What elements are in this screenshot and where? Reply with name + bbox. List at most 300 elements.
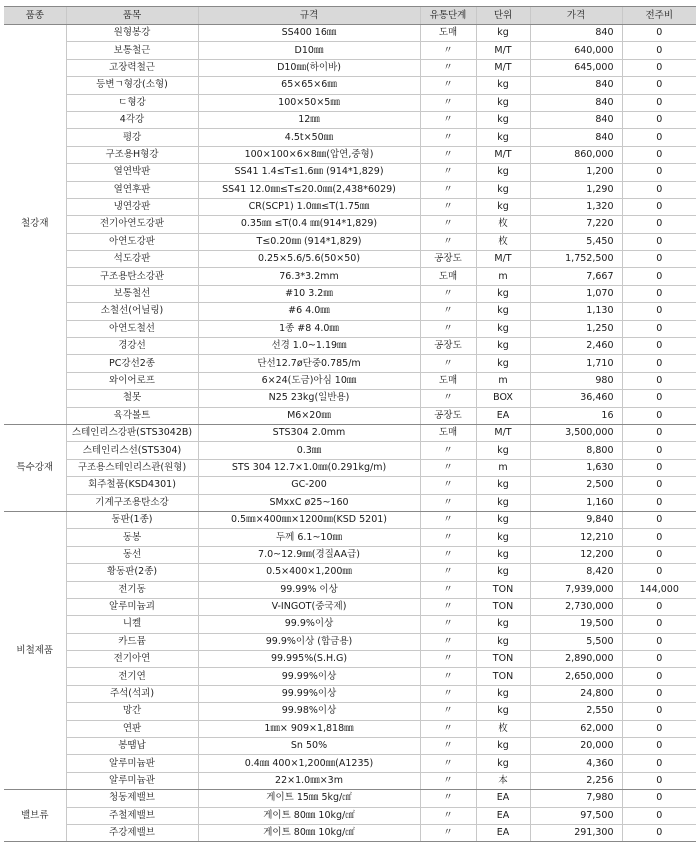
distribution-stage-cell: 〃: [420, 703, 476, 720]
weekly-change-cell: 0: [622, 564, 696, 581]
weekly-change-cell: 0: [622, 181, 696, 198]
distribution-stage-cell: 〃: [420, 303, 476, 320]
distribution-stage-cell: 〃: [420, 633, 476, 650]
spec-cell: 99.98%이상: [198, 703, 420, 720]
distribution-stage-cell: 〃: [420, 355, 476, 372]
item-name-cell: 구조용탄소강관: [66, 268, 198, 285]
spec-cell: 7.0~12.9㎜(경질AA급): [198, 546, 420, 563]
unit-cell: kg: [476, 633, 530, 650]
distribution-stage-cell: 〃: [420, 790, 476, 807]
weekly-change-cell: 0: [622, 651, 696, 668]
spec-cell: 0.25×5.6/5.6(50×50): [198, 251, 420, 268]
table-row: [4, 268, 696, 285]
spec-cell: 99.99%이상: [198, 685, 420, 702]
unit-cell: 枚: [476, 233, 530, 250]
distribution-stage-cell: 〃: [420, 459, 476, 476]
table-row: [4, 251, 696, 268]
item-name-cell: 아연도철선: [66, 320, 198, 337]
weekly-change-cell: 0: [622, 407, 696, 424]
price-table: [4, 6, 696, 842]
price-cell: 12,210: [530, 529, 622, 546]
distribution-stage-cell: 도매: [420, 25, 476, 42]
spec-cell: 12㎜: [198, 111, 420, 128]
distribution-stage-cell: 〃: [420, 42, 476, 59]
spec-cell: 76.3*3.2mm: [198, 268, 420, 285]
price-cell: 980: [530, 372, 622, 389]
unit-cell: TON: [476, 668, 530, 685]
distribution-stage-cell: 〃: [420, 581, 476, 598]
header-category: 품종: [4, 7, 66, 25]
table-row: [4, 407, 696, 424]
price-cell: 9,840: [530, 511, 622, 528]
weekly-change-cell: 0: [622, 320, 696, 337]
table-row: [4, 233, 696, 250]
weekly-change-cell: 0: [622, 146, 696, 163]
item-name-cell: 청동제밸브: [66, 790, 198, 807]
weekly-change-cell: 0: [622, 251, 696, 268]
unit-cell: kg: [476, 94, 530, 111]
price-cell: 2,256: [530, 772, 622, 789]
spec-cell: #10 3.2㎜: [198, 285, 420, 302]
table-row: [4, 164, 696, 181]
table-row: [4, 25, 696, 42]
distribution-stage-cell: 〃: [420, 59, 476, 76]
item-name-cell: 보통철선: [66, 285, 198, 302]
weekly-change-cell: 0: [622, 355, 696, 372]
category-cell: 특수강재: [4, 424, 66, 511]
distribution-stage-cell: 〃: [420, 77, 476, 94]
item-name-cell: 전기연: [66, 668, 198, 685]
price-cell: 7,220: [530, 216, 622, 233]
item-name-cell: 철못: [66, 390, 198, 407]
price-cell: 8,800: [530, 442, 622, 459]
weekly-change-cell: 0: [622, 216, 696, 233]
price-cell: 1,250: [530, 320, 622, 337]
spec-cell: 100×50×5㎜: [198, 94, 420, 111]
unit-cell: kg: [476, 320, 530, 337]
table-row: [4, 216, 696, 233]
spec-cell: 99.99%이상: [198, 668, 420, 685]
distribution-stage-cell: 도매: [420, 424, 476, 441]
unit-cell: EA: [476, 807, 530, 824]
weekly-change-cell: 0: [622, 755, 696, 772]
spec-cell: SS400 16㎜: [198, 25, 420, 42]
price-cell: 2,650,000: [530, 668, 622, 685]
table-row: [4, 390, 696, 407]
unit-cell: TON: [476, 598, 530, 615]
distribution-stage-cell: 〃: [420, 824, 476, 841]
spec-cell: 0.4㎜ 400×1,200㎜(A1235): [198, 755, 420, 772]
weekly-change-cell: 0: [622, 268, 696, 285]
distribution-stage-cell: 〃: [420, 442, 476, 459]
item-name-cell: 원형봉강: [66, 25, 198, 42]
unit-cell: M/T: [476, 42, 530, 59]
table-row: [4, 685, 696, 702]
spec-cell: 게이트 15㎜ 5kg/㎠: [198, 790, 420, 807]
table-row: [4, 633, 696, 650]
price-cell: 24,800: [530, 685, 622, 702]
price-cell: 97,500: [530, 807, 622, 824]
weekly-change-cell: 0: [622, 164, 696, 181]
spec-cell: 99.9%이상 (합금용): [198, 633, 420, 650]
item-name-cell: 전기아연: [66, 651, 198, 668]
spec-cell: 0.5㎜×400㎜×1200㎜(KSD 5201): [198, 511, 420, 528]
weekly-change-cell: 0: [622, 824, 696, 841]
weekly-change-cell: 0: [622, 703, 696, 720]
table-row: [4, 320, 696, 337]
category-cell: 철강재: [4, 25, 66, 425]
unit-cell: EA: [476, 824, 530, 841]
price-cell: 840: [530, 129, 622, 146]
distribution-stage-cell: 〃: [420, 494, 476, 511]
price-cell: 291,300: [530, 824, 622, 841]
item-name-cell: 냉연강판: [66, 198, 198, 215]
weekly-change-cell: 0: [622, 111, 696, 128]
unit-cell: kg: [476, 303, 530, 320]
item-name-cell: 4각강: [66, 111, 198, 128]
weekly-change-cell: 0: [622, 459, 696, 476]
header-item: 품목: [66, 7, 198, 25]
weekly-change-cell: 0: [622, 494, 696, 511]
distribution-stage-cell: 〃: [420, 477, 476, 494]
item-name-cell: 알루미늄관: [66, 772, 198, 789]
item-name-cell: 평강: [66, 129, 198, 146]
distribution-stage-cell: 〃: [420, 146, 476, 163]
spec-cell: 99.9%이상: [198, 616, 420, 633]
price-cell: 19,500: [530, 616, 622, 633]
unit-cell: kg: [476, 442, 530, 459]
unit-cell: kg: [476, 685, 530, 702]
spec-cell: 65×65×6㎜: [198, 77, 420, 94]
spec-cell: 두께 6.1~10㎜: [198, 529, 420, 546]
table-row: [4, 581, 696, 598]
item-name-cell: 보통철근: [66, 42, 198, 59]
item-name-cell: PC강선2종: [66, 355, 198, 372]
table-row: [4, 616, 696, 633]
price-cell: 2,500: [530, 477, 622, 494]
distribution-stage-cell: 〃: [420, 685, 476, 702]
table-row: [4, 824, 696, 841]
spec-cell: GC-200: [198, 477, 420, 494]
item-name-cell: 육각볼트: [66, 407, 198, 424]
unit-cell: kg: [476, 111, 530, 128]
unit-cell: m: [476, 372, 530, 389]
unit-cell: kg: [476, 355, 530, 372]
item-name-cell: 주강제밸브: [66, 824, 198, 841]
spec-cell: 0.3㎜: [198, 442, 420, 459]
spec-cell: SMxxC ø25~160: [198, 494, 420, 511]
table-row: [4, 546, 696, 563]
item-name-cell: 주철제밸브: [66, 807, 198, 824]
table-row: [4, 459, 696, 476]
spec-cell: 99.995%(S.H.G): [198, 651, 420, 668]
distribution-stage-cell: 공장도: [420, 407, 476, 424]
distribution-stage-cell: 〃: [420, 129, 476, 146]
item-name-cell: 스테인리스선(STS304): [66, 442, 198, 459]
unit-cell: kg: [476, 494, 530, 511]
item-name-cell: 구조용H형강: [66, 146, 198, 163]
item-name-cell: 구조용스테인리스관(원형): [66, 459, 198, 476]
price-cell: 640,000: [530, 42, 622, 59]
unit-cell: TON: [476, 651, 530, 668]
unit-cell: kg: [476, 25, 530, 42]
distribution-stage-cell: 〃: [420, 94, 476, 111]
item-name-cell: 회주철품(KSD4301): [66, 477, 198, 494]
weekly-change-cell: 0: [622, 77, 696, 94]
unit-cell: kg: [476, 77, 530, 94]
spec-cell: D10㎜: [198, 42, 420, 59]
table-row: [4, 146, 696, 163]
item-name-cell: 스테인리스강판(STS3042B): [66, 424, 198, 441]
header-row: [4, 7, 696, 25]
spec-cell: 6×24(도금)아심 10㎜: [198, 372, 420, 389]
distribution-stage-cell: 〃: [420, 807, 476, 824]
price-cell: 7,667: [530, 268, 622, 285]
item-name-cell: 와이어로프: [66, 372, 198, 389]
table-row: [4, 59, 696, 76]
weekly-change-cell: 0: [622, 372, 696, 389]
unit-cell: kg: [476, 703, 530, 720]
item-name-cell: 석도강판: [66, 251, 198, 268]
weekly-change-cell: 0: [622, 772, 696, 789]
distribution-stage-cell: 〃: [420, 511, 476, 528]
distribution-stage-cell: 〃: [420, 164, 476, 181]
spec-cell: Sn 50%: [198, 738, 420, 755]
item-name-cell: 동봉: [66, 529, 198, 546]
price-cell: 1,710: [530, 355, 622, 372]
category-cell: 밸브류: [4, 790, 66, 842]
price-cell: 2,460: [530, 338, 622, 355]
header-weekly-change: 전주비: [622, 7, 696, 25]
price-cell: 5,450: [530, 233, 622, 250]
price-cell: 2,890,000: [530, 651, 622, 668]
table-row: [4, 529, 696, 546]
distribution-stage-cell: 〃: [420, 755, 476, 772]
weekly-change-cell: 0: [622, 598, 696, 615]
table-row: [4, 494, 696, 511]
item-name-cell: 연판: [66, 720, 198, 737]
unit-cell: kg: [476, 129, 530, 146]
table-row: [4, 598, 696, 615]
spec-cell: STS304 2.0mm: [198, 424, 420, 441]
weekly-change-cell: 0: [622, 738, 696, 755]
price-cell: 645,000: [530, 59, 622, 76]
distribution-stage-cell: 〃: [420, 111, 476, 128]
distribution-stage-cell: 〃: [420, 390, 476, 407]
weekly-change-cell: 0: [622, 511, 696, 528]
weekly-change-cell: 0: [622, 285, 696, 302]
unit-cell: 枚: [476, 216, 530, 233]
unit-cell: kg: [476, 546, 530, 563]
price-cell: 12,200: [530, 546, 622, 563]
distribution-stage-cell: 〃: [420, 320, 476, 337]
table-row: [4, 424, 696, 441]
distribution-stage-cell: 〃: [420, 668, 476, 685]
weekly-change-cell: 0: [622, 198, 696, 215]
unit-cell: BOX: [476, 390, 530, 407]
price-cell: 62,000: [530, 720, 622, 737]
weekly-change-cell: 0: [622, 477, 696, 494]
weekly-change-cell: 0: [622, 685, 696, 702]
price-cell: 840: [530, 77, 622, 94]
unit-cell: EA: [476, 407, 530, 424]
price-cell: 36,460: [530, 390, 622, 407]
item-name-cell: 고장력철근: [66, 59, 198, 76]
weekly-change-cell: 0: [622, 442, 696, 459]
weekly-change-cell: 0: [622, 390, 696, 407]
item-name-cell: 망간: [66, 703, 198, 720]
header-unit: 단위: [476, 7, 530, 25]
item-name-cell: 기계구조용탄소강: [66, 494, 198, 511]
spec-cell: 단선12.7ø단중0.785/m: [198, 355, 420, 372]
item-name-cell: 전기동: [66, 581, 198, 598]
spec-cell: STS 304 12.7×1.0㎜(0.291kg/m): [198, 459, 420, 476]
weekly-change-cell: 0: [622, 668, 696, 685]
item-name-cell: 니켈: [66, 616, 198, 633]
unit-cell: 本: [476, 772, 530, 789]
price-cell: 1,630: [530, 459, 622, 476]
price-cell: 840: [530, 94, 622, 111]
unit-cell: M/T: [476, 146, 530, 163]
price-cell: 16: [530, 407, 622, 424]
unit-cell: kg: [476, 164, 530, 181]
distribution-stage-cell: 〃: [420, 529, 476, 546]
item-name-cell: 황동판(2종): [66, 564, 198, 581]
item-name-cell: ㄷ형강: [66, 94, 198, 111]
distribution-stage-cell: 〃: [420, 285, 476, 302]
unit-cell: M/T: [476, 424, 530, 441]
unit-cell: kg: [476, 738, 530, 755]
item-name-cell: 전기아연도강판: [66, 216, 198, 233]
unit-cell: TON: [476, 581, 530, 598]
distribution-stage-cell: 〃: [420, 738, 476, 755]
item-name-cell: 아연도강판: [66, 233, 198, 250]
weekly-change-cell: 0: [622, 633, 696, 650]
spec-cell: 100×100×6×8㎜(압연,중형): [198, 146, 420, 163]
price-cell: 1,160: [530, 494, 622, 511]
unit-cell: kg: [476, 529, 530, 546]
table-row: [4, 285, 696, 302]
weekly-change-cell: 0: [622, 338, 696, 355]
table-row: [4, 668, 696, 685]
table-row: [4, 338, 696, 355]
table-body: [4, 25, 696, 842]
weekly-change-cell: 0: [622, 529, 696, 546]
table-row: [4, 42, 696, 59]
spec-cell: T≤0.20㎜ (914*1,829): [198, 233, 420, 250]
spec-cell: CR(SCP1) 1.0㎜≤T(1.75㎜: [198, 198, 420, 215]
header-distribution-stage: 유통단계: [420, 7, 476, 25]
spec-cell: N25 23kg(일반용): [198, 390, 420, 407]
table-row: [4, 564, 696, 581]
distribution-stage-cell: 공장도: [420, 338, 476, 355]
unit-cell: kg: [476, 511, 530, 528]
header-price: 가격: [530, 7, 622, 25]
price-cell: 2,730,000: [530, 598, 622, 615]
spec-cell: 게이트 80㎜ 10kg/㎠: [198, 824, 420, 841]
item-name-cell: 알루미늄판: [66, 755, 198, 772]
unit-cell: kg: [476, 198, 530, 215]
price-cell: 3,500,000: [530, 424, 622, 441]
weekly-change-cell: 0: [622, 94, 696, 111]
unit-cell: 枚: [476, 720, 530, 737]
table-row: [4, 790, 696, 807]
weekly-change-cell: 0: [622, 616, 696, 633]
price-cell: 840: [530, 25, 622, 42]
distribution-stage-cell: 〃: [420, 651, 476, 668]
price-cell: 5,500: [530, 633, 622, 650]
distribution-stage-cell: 〃: [420, 598, 476, 615]
table-row: [4, 372, 696, 389]
unit-cell: kg: [476, 477, 530, 494]
unit-cell: kg: [476, 285, 530, 302]
spec-cell: SS41 12.0㎜≤T≤20.0㎜(2,438*6029): [198, 181, 420, 198]
unit-cell: EA: [476, 790, 530, 807]
spec-cell: 0.35㎜ ≤T(0.4 ㎜(914*1,829): [198, 216, 420, 233]
unit-cell: m: [476, 268, 530, 285]
unit-cell: kg: [476, 616, 530, 633]
table-row: [4, 651, 696, 668]
spec-cell: 1종 #8 4.0㎜: [198, 320, 420, 337]
table-row: [4, 111, 696, 128]
item-name-cell: 동판(1종): [66, 511, 198, 528]
price-cell: 1,200: [530, 164, 622, 181]
item-name-cell: 등변ㄱ형강(소형): [66, 77, 198, 94]
spec-cell: 4.5t×50㎜: [198, 129, 420, 146]
item-name-cell: 알루미늄괴: [66, 598, 198, 615]
weekly-change-cell: 144,000: [622, 581, 696, 598]
weekly-change-cell: 0: [622, 59, 696, 76]
spec-cell: #6 4.0㎜: [198, 303, 420, 320]
distribution-stage-cell: 〃: [420, 216, 476, 233]
price-cell: 1,752,500: [530, 251, 622, 268]
table-row: [4, 807, 696, 824]
spec-cell: SS41 1.4≤T≤1.6㎜ (914*1,829): [198, 164, 420, 181]
spec-cell: 0.5×400×1,200㎜: [198, 564, 420, 581]
weekly-change-cell: 0: [622, 233, 696, 250]
unit-cell: kg: [476, 338, 530, 355]
spec-cell: 선경 1.0~1.19㎜: [198, 338, 420, 355]
distribution-stage-cell: 〃: [420, 233, 476, 250]
distribution-stage-cell: 공장도: [420, 251, 476, 268]
spec-cell: V-INGOT(중국제): [198, 598, 420, 615]
price-cell: 1,290: [530, 181, 622, 198]
spec-cell: 게이트 80㎜ 10kg/㎠: [198, 807, 420, 824]
distribution-stage-cell: 〃: [420, 616, 476, 633]
table-row: [4, 94, 696, 111]
weekly-change-cell: 0: [622, 720, 696, 737]
distribution-stage-cell: 도매: [420, 372, 476, 389]
spec-cell: D10㎜(하이바): [198, 59, 420, 76]
price-cell: 1,320: [530, 198, 622, 215]
price-cell: 2,550: [530, 703, 622, 720]
distribution-stage-cell: 〃: [420, 181, 476, 198]
table-row: [4, 129, 696, 146]
category-cell: 비철제품: [4, 511, 66, 789]
table-row: [4, 720, 696, 737]
weekly-change-cell: 0: [622, 790, 696, 807]
price-cell: 1,130: [530, 303, 622, 320]
unit-cell: kg: [476, 181, 530, 198]
table-row: [4, 181, 696, 198]
table-row: [4, 703, 696, 720]
price-cell: 8,420: [530, 564, 622, 581]
unit-cell: kg: [476, 564, 530, 581]
weekly-change-cell: 0: [622, 546, 696, 563]
item-name-cell: 열연후판: [66, 181, 198, 198]
table-row: [4, 755, 696, 772]
weekly-change-cell: 0: [622, 42, 696, 59]
